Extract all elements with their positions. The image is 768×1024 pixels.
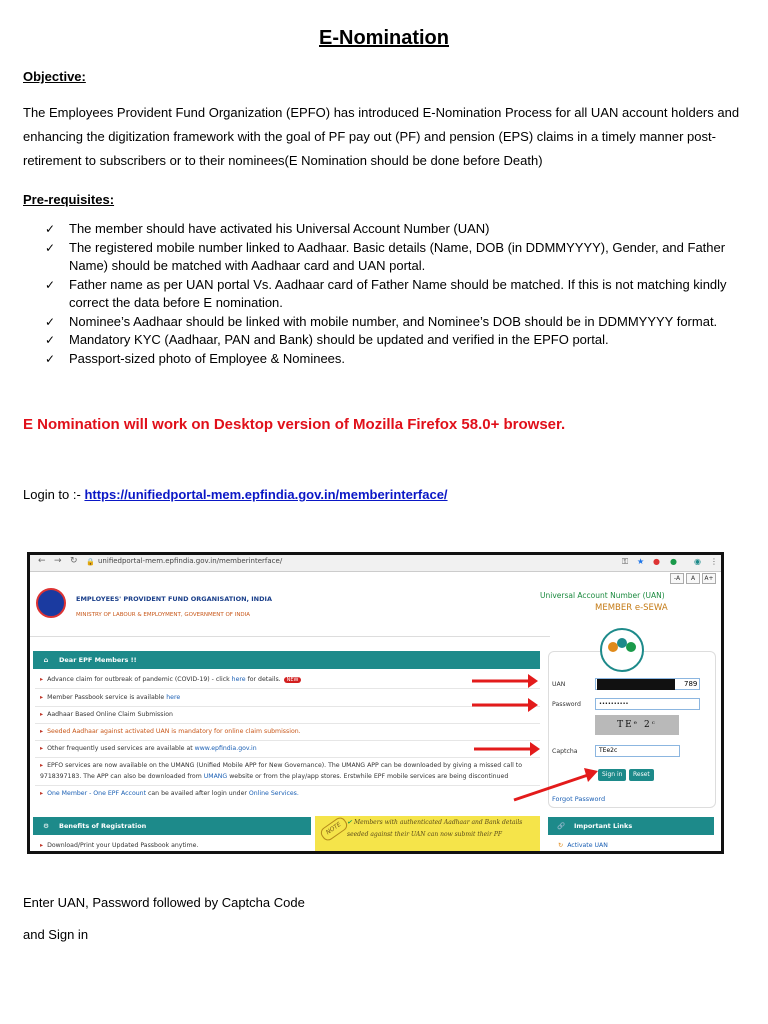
divider	[35, 688, 540, 689]
instruction-line: and Sign in	[23, 927, 89, 942]
divider	[35, 757, 540, 758]
epfo-logo	[36, 588, 66, 618]
note-box	[315, 816, 540, 854]
arrow-annotations	[470, 668, 540, 718]
menu-icon: ⋮	[710, 557, 718, 566]
list-item: ✓ Passport-sized photo of Employee & Nominees.	[45, 350, 745, 369]
news-item-continued: 9718397183. The APP can also be downloaded from UMANG website or from the play/app stores. Erstwhile EPF mobile services are being discontinued	[40, 773, 509, 780]
news-item: ▸ Aadhaar Based Online Claim Submission	[40, 711, 173, 718]
activate-uan-item: ↻ Activate UAN	[558, 842, 608, 849]
prerequisites-heading: Pre-requisites:	[23, 192, 115, 207]
check-icon: ✓	[45, 351, 56, 366]
redaction-mark	[597, 679, 675, 690]
news-item: ▸ Member Passbook service is available here	[40, 694, 181, 701]
member-sewa-title: MEMBER e-SEWA	[595, 603, 668, 613]
extension-icon: ●	[670, 557, 677, 566]
divider	[35, 723, 540, 724]
note-text: ✔ Members with authenticated Aadhaar and Bank details seeded against their UAN can now submit their PF	[347, 819, 523, 838]
benefit-item: ▸ Download/Print your Updated Passbook anytime.	[40, 842, 199, 849]
news-item: ▸ One Member - One EPF Account can be availed after login under Online Services.	[40, 790, 299, 797]
news-item: ▸ Advance claim for outbreak of pandemic (COVID-19) - click here for details. NEW	[40, 676, 301, 683]
divider	[35, 706, 540, 707]
covid-link[interactable]: here	[231, 676, 246, 683]
key-icon: ⚿	[622, 557, 629, 566]
divider	[35, 740, 540, 741]
reload-icon: ↻	[70, 556, 78, 566]
forgot-password-link[interactable]: Forgot Password	[552, 795, 606, 803]
objective-heading: Objective:	[23, 69, 86, 84]
uan-label: UAN	[552, 681, 566, 688]
address-bar[interactable]: unifiedportal-mem.epfindia.gov.in/memberinterface/	[98, 557, 283, 565]
check-icon: ✓	[45, 333, 56, 347]
users-icon	[600, 628, 644, 672]
passbook-link[interactable]: here	[166, 694, 181, 701]
benefits-header: ⚙ Benefits of Registration	[33, 817, 311, 835]
uan-input[interactable]: 789	[595, 678, 700, 690]
portal-screenshot	[27, 552, 724, 854]
news-item: ▸ EPFO services are now available on the UMANG (Unified Mobile APP for New Governance). The UMANG APP can be downloaded by giving a missed call to	[40, 762, 523, 769]
uan-title: Universal Account Number (UAN)	[540, 591, 665, 600]
check-icon: ✓	[45, 277, 56, 292]
news-item: ▸ Other frequently used services are available at www.epfindia.gov.in	[40, 745, 257, 752]
browser-toolbar	[30, 555, 721, 572]
lock-icon: 🔒	[86, 558, 95, 566]
profile-icon: ◉	[694, 557, 701, 566]
arrow-icon	[472, 739, 542, 759]
login-line	[23, 487, 448, 502]
one-member-link[interactable]: One Member - One EPF Account	[47, 790, 147, 797]
link-icon: 🔗	[556, 822, 566, 830]
new-badge: NEW	[284, 677, 302, 683]
instruction-line: Enter UAN, Password followed by Captcha Code	[23, 895, 305, 910]
captcha-label: Captcha	[552, 748, 578, 755]
list-item: ✓ The registered mobile number linked to Aadhaar. Basic details (Name, DOB (in DDMMYYYY), Gender, and Father Name) should be matched with Aadhaar card and UAN portal.	[45, 239, 726, 273]
password-input[interactable]: ••••••••••	[595, 698, 700, 710]
activate-uan-link[interactable]: Activate UAN	[567, 842, 608, 849]
login-prefix: Login to :-	[23, 487, 81, 502]
check-icon: ✓	[45, 314, 56, 329]
captcha-input[interactable]: TEe2c	[595, 745, 680, 757]
list-item: ✓ Father name as per UAN portal Vs. Aadhaar card of Father Name should be matched. If this is not matching kindly correct the data before E nomination.	[45, 276, 727, 310]
arrow-icon	[472, 698, 538, 712]
forward-icon: →	[54, 556, 62, 566]
back-icon: ←	[38, 556, 46, 566]
list-item: ✓ The member should have activated his Universal Account Number (UAN)	[45, 220, 745, 239]
divider	[35, 785, 540, 786]
gears-icon: ⚙	[43, 822, 49, 830]
umang-link[interactable]: UMANG	[203, 773, 228, 780]
captcha-image: TEᵉ 2ᶜ	[595, 715, 679, 735]
prerequisites-list	[45, 220, 745, 368]
dear-members-header: ⌂ Dear EPF Members !!	[33, 651, 540, 669]
list-item: ✓ Mandatory KYC (Aadhaar, PAN and Bank) should be updated and verified in the EPFO portal.	[45, 331, 745, 350]
font-normal-button[interactable]: A	[686, 573, 700, 584]
document-title: E-Nomination	[319, 27, 449, 49]
browser-warning: E Nomination will work on Desktop version of Mozilla Firefox 58.0+ browser.	[23, 416, 566, 433]
objective-paragraph: The Employees Provident Fund Organization (EPFO) has introduced E-Nomination Process for all UAN account holders and enhancing the digitization framework with the goal of PF pay out (PF) and pension (EPS) claims in a timely manner post-retirement to subscribers or to their nominees(E Nomination should be done before Death)	[23, 105, 740, 168]
org-name: EMPLOYEES' PROVIDENT FUND ORGANISATION, INDIA	[76, 595, 272, 603]
check-icon: ✓	[45, 240, 56, 255]
portal-link[interactable]: https://unifiedportal-mem.epfindia.gov.in/memberinterface/	[84, 487, 448, 502]
news-item: ▸ Seeded Aadhaar against activated UAN is mandatory for online claim submission.	[40, 728, 301, 735]
important-links-header: 🔗 Important Links	[548, 817, 714, 835]
extension-icon: ●	[653, 557, 660, 566]
arrow-icon	[512, 765, 602, 805]
note-badge: NOTE	[319, 815, 350, 843]
font-smaller-button[interactable]: -A	[670, 573, 684, 584]
check-icon: ✓	[45, 222, 56, 236]
sign-in-button[interactable]: Sign in	[598, 769, 626, 781]
online-services-link[interactable]: Online Services.	[248, 790, 299, 797]
list-item: ✓ Nominee’s Aadhaar should be linked with mobile number, and Nominee’s DOB should be in DDMMYYYY format.	[45, 313, 745, 332]
star-icon: ★	[637, 557, 645, 566]
epfindia-link[interactable]: www.epfindia.gov.in	[194, 745, 257, 752]
font-larger-button[interactable]: A+	[702, 573, 716, 584]
arrow-icon	[472, 674, 538, 688]
divider	[30, 636, 550, 637]
reset-button[interactable]: Reset	[629, 769, 654, 781]
home-icon: ⌂	[43, 656, 49, 664]
ministry-name: MINISTRY OF LABOUR & EMPLOYMENT, GOVERNMENT OF INDIA	[76, 612, 251, 618]
password-label: Password	[552, 701, 581, 708]
